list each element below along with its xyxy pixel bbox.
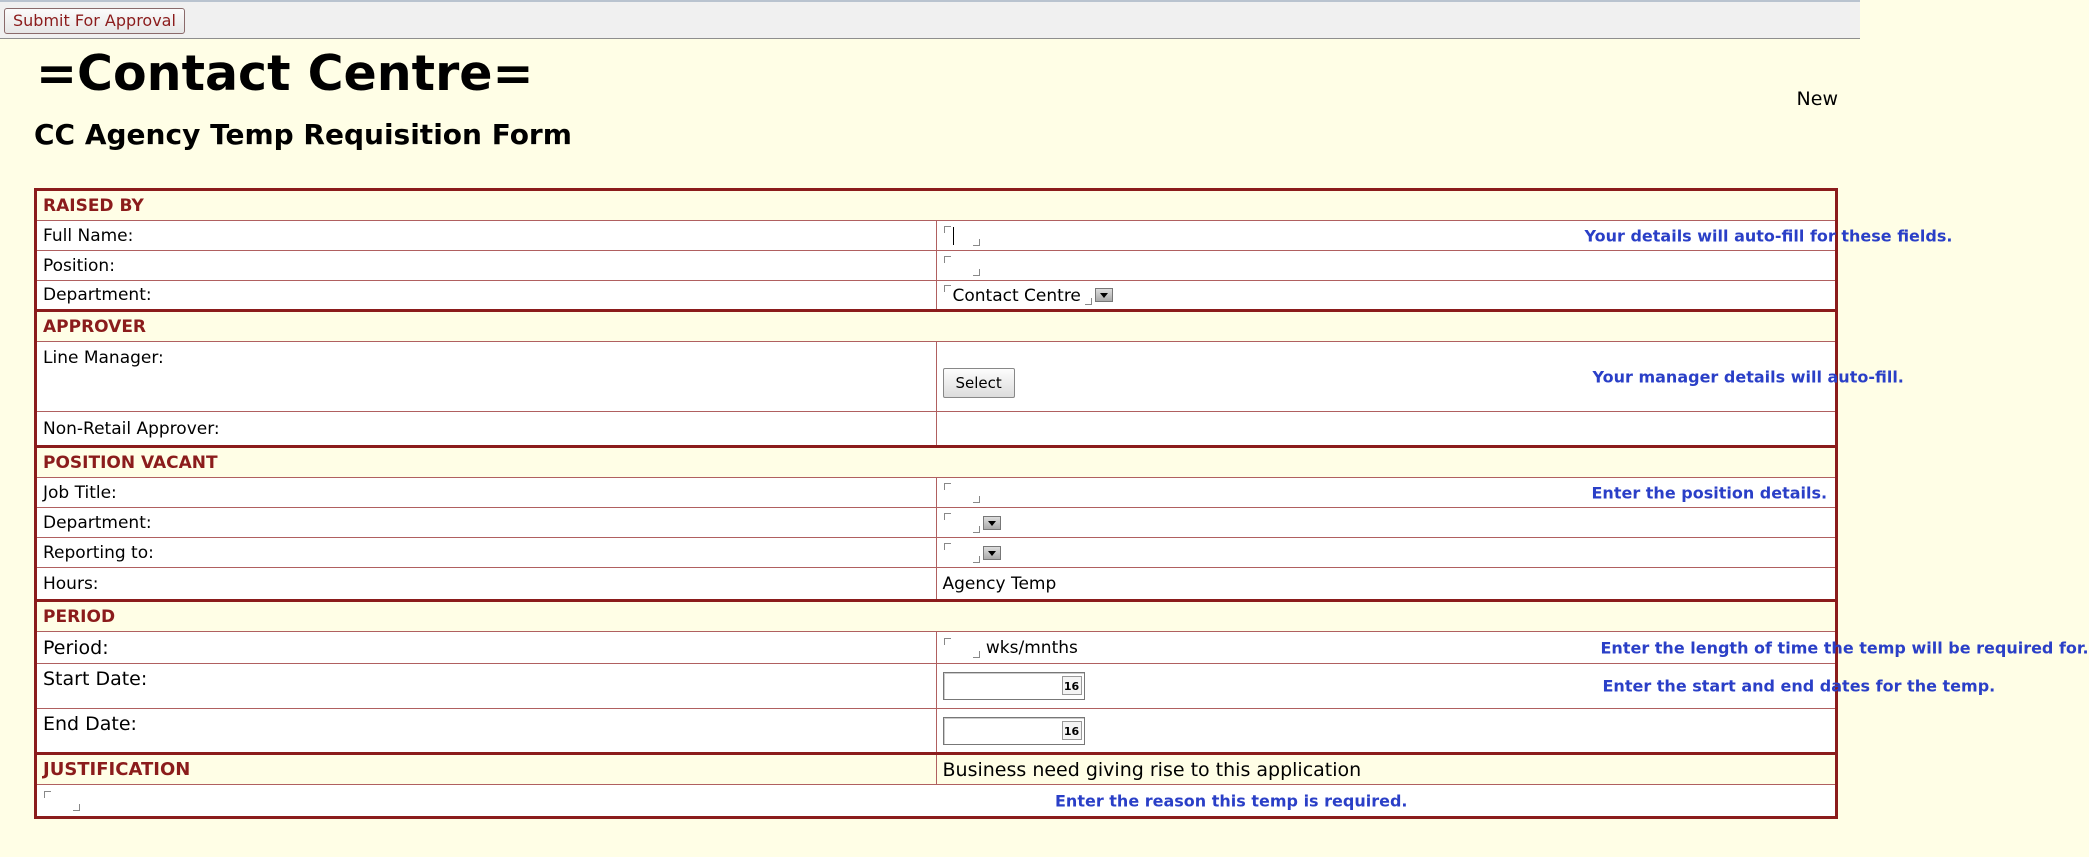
select-line-manager-button[interactable]: Select [943, 368, 1015, 398]
vacant-department-cell [936, 508, 1837, 538]
justification-cell [36, 785, 1837, 818]
hours-label: Hours: [36, 568, 937, 601]
non-retail-approver-cell [936, 412, 1837, 447]
full-name-label: Full Name: [36, 221, 937, 251]
end-date-row [36, 709, 1837, 754]
justification-input[interactable] [43, 791, 81, 811]
submit-for-approval-button[interactable]: Submit For Approval [4, 8, 185, 34]
justification-subheading: Business need giving rise to this application [942, 758, 1362, 781]
end-date-label: End Date: [36, 709, 937, 754]
vacant-department-label: Department: [36, 508, 937, 538]
non-retail-approver-label: Non-Retail Approver: [36, 412, 937, 447]
start-date-input[interactable] [943, 672, 1085, 700]
period-cell [936, 632, 2089, 664]
approver-heading: APPROVER [43, 316, 147, 337]
section-raised-by [36, 190, 1837, 221]
raised-by-hint: Your details will auto-fill for these fields. [1584, 226, 1953, 245]
position-label: Position: [36, 251, 937, 281]
vacant-department-row [36, 508, 1837, 538]
section-heading [36, 447, 1837, 478]
hours-cell [936, 568, 1837, 601]
position-input[interactable] [943, 256, 981, 276]
full-name-input[interactable] [943, 226, 981, 246]
justification-row [36, 785, 1837, 818]
section-period [36, 601, 1837, 632]
period-unit: wks/mnths [985, 637, 1078, 658]
section-position-vacant [36, 447, 1837, 478]
start-date-row [36, 664, 1837, 709]
chevron-down-icon[interactable] [983, 516, 1001, 530]
hours-row [36, 568, 1837, 601]
reporting-to-label: Reporting to: [36, 538, 937, 568]
line-manager-label: Line Manager: [36, 342, 937, 412]
section-heading [36, 601, 1837, 632]
section-heading [36, 754, 937, 785]
section-heading [36, 190, 1837, 221]
section-justification [36, 754, 1837, 785]
position-cell [936, 251, 1837, 281]
toolbar [0, 0, 1860, 39]
reporting-to-row [36, 538, 1837, 568]
position-vacant-hint: Enter the position details. [1591, 483, 1828, 502]
start-date-label: Start Date: [36, 664, 937, 709]
period-label: Period: [36, 632, 937, 664]
document-status: New [1796, 88, 1838, 110]
job-title-input[interactable] [943, 483, 981, 503]
period-input[interactable] [943, 638, 981, 658]
vacant-department-dropdown[interactable] [943, 513, 981, 533]
form-title: CC Agency Temp Requisition Form [34, 118, 572, 151]
calendar-icon[interactable]: 16 [1062, 676, 1082, 695]
app-title: =Contact Centre= [36, 45, 534, 102]
job-title-row [36, 478, 1837, 508]
full-name-row [36, 221, 1837, 251]
non-retail-approver-row [36, 412, 1837, 447]
period-heading: PERIOD [43, 606, 116, 627]
period-hint: Enter the length of time the temp will be required for. [1600, 638, 2089, 657]
text-caret [953, 227, 954, 245]
justification-heading: JUSTIFICATION [43, 759, 191, 780]
job-title-label: Job Title: [36, 478, 937, 508]
department-label: Department: [36, 281, 937, 311]
approver-hint: Your manager details will auto-fill. [1592, 367, 1904, 386]
department-value: Contact Centre [952, 286, 1081, 306]
position-vacant-heading: POSITION VACANT [43, 452, 218, 473]
job-title-cell [936, 478, 1837, 508]
full-name-cell [936, 221, 1953, 251]
hours-value: Agency Temp [942, 573, 1057, 594]
end-date-cell [936, 709, 1837, 754]
line-manager-row [36, 342, 1837, 412]
raised-by-department-row [36, 281, 1837, 311]
department-cell [936, 281, 1837, 311]
section-approver [36, 311, 1837, 342]
chevron-down-icon[interactable] [1095, 288, 1113, 302]
requisition-form-table [34, 188, 2089, 819]
reporting-to-dropdown[interactable] [943, 543, 981, 563]
line-manager-cell [936, 342, 1904, 412]
dates-hint: Enter the start and end dates for the temp. [1602, 676, 1996, 696]
raised-by-heading: RAISED BY [43, 195, 144, 216]
section-heading [36, 311, 1837, 342]
justification-subheading-cell [936, 754, 1837, 785]
justification-hint: Enter the reason this temp is required. [1055, 791, 1408, 810]
reporting-to-cell [936, 538, 1837, 568]
period-row [36, 632, 1837, 664]
chevron-down-icon[interactable] [983, 546, 1001, 560]
position-row [36, 251, 1837, 281]
department-dropdown[interactable] [943, 285, 1093, 305]
end-date-input[interactable] [943, 717, 1085, 745]
start-date-cell [936, 664, 1996, 709]
calendar-icon[interactable]: 16 [1062, 721, 1082, 740]
